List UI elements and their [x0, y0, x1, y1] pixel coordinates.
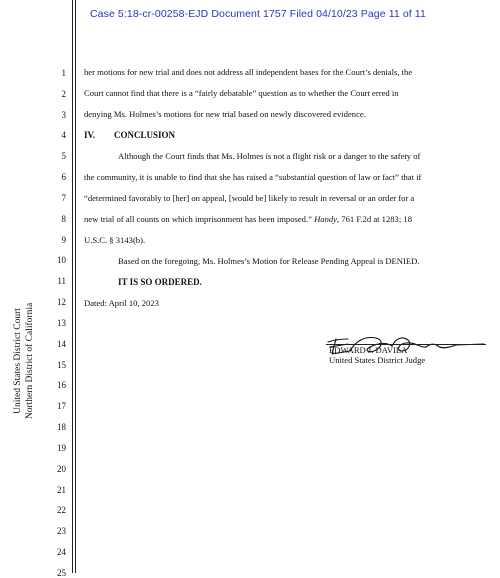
body-line-2: Court cannot find that there is a “fairly debatable” question as to whether the Court erred in — [84, 88, 399, 98]
section-number: IV. — [84, 130, 96, 140]
line-number: 19 — [57, 442, 66, 453]
line-number: 3 — [61, 109, 66, 120]
line-number: 9 — [61, 234, 66, 245]
line-number: 10 — [57, 255, 66, 266]
order-statement: IT IS SO ORDERED. — [118, 277, 202, 287]
line-number: 15 — [57, 359, 66, 370]
court-name: United States District Court — [13, 308, 23, 414]
line-number: 17 — [57, 401, 66, 412]
judge-title: United States District Judge — [329, 355, 426, 365]
line-number: 2 — [61, 88, 66, 99]
line-number: 18 — [57, 422, 66, 433]
body-line-5: Although the Court finds that Ms. Holmes is not a flight risk or a danger to the safety of — [118, 151, 421, 161]
line-number: 7 — [61, 192, 66, 203]
line-number: 22 — [57, 505, 66, 516]
line-number: 21 — [57, 484, 66, 495]
line-number: 6 — [61, 172, 66, 183]
line-number: 5 — [61, 151, 66, 162]
line-number: 16 — [57, 380, 66, 391]
body-line-9: U.S.C. § 3143(b). — [84, 235, 146, 245]
court-side-label — [5, 296, 43, 426]
body-line-8 — [84, 214, 412, 225]
margin-line-left-inner — [75, 0, 76, 573]
line-number: 23 — [57, 526, 66, 537]
court-district: Northern District of California — [25, 302, 35, 420]
body-line-10: Based on the foregoing, Ms. Holmes’s Motion for Release Pending Appeal is DENIED. — [118, 256, 420, 266]
section-title: CONCLUSION — [114, 130, 176, 140]
line-number: 8 — [61, 213, 66, 224]
judge-name: EDWARD J. DAVILA — [329, 345, 408, 355]
body-line-8-text: new trial of all counts on which imprisonment has been imposed.” — [84, 214, 315, 224]
line-number: 25 — [57, 567, 66, 578]
body-line-6: the community, it is unable to find that she has raised a “substantial question of law or fact” that if — [84, 172, 422, 182]
case-citation: Handy — [314, 214, 337, 224]
date-line: Dated: April 10, 2023 — [84, 298, 159, 308]
body-line-7: “determined favorably to [her] on appeal, [would be] likely to result in reversal or an order for a — [84, 193, 415, 203]
body-line-3: denying Ms. Holmes’s motions for new trial based on newly discovered evidence. — [84, 109, 366, 119]
line-number: 12 — [57, 297, 66, 308]
body-line-1: her motions for new trial and does not address all independent bases for the Court’s denials, the — [84, 67, 413, 77]
line-number: 11 — [57, 276, 66, 287]
line-number: 14 — [57, 338, 66, 349]
body-line-8-reporter: , 761 F.2d at 1283; 18 — [337, 214, 412, 224]
case-header: Case 5:18-cr-00258-EJD Document 1757 Filed 04/10/23 Page 11 of 11 — [90, 8, 426, 20]
line-number: 24 — [57, 547, 66, 558]
line-number: 1 — [61, 68, 66, 78]
line-number: 13 — [57, 317, 66, 328]
line-number: 4 — [61, 130, 66, 141]
margin-line-left-outer — [72, 0, 73, 573]
line-number: 20 — [57, 463, 66, 474]
section-heading — [84, 130, 175, 141]
